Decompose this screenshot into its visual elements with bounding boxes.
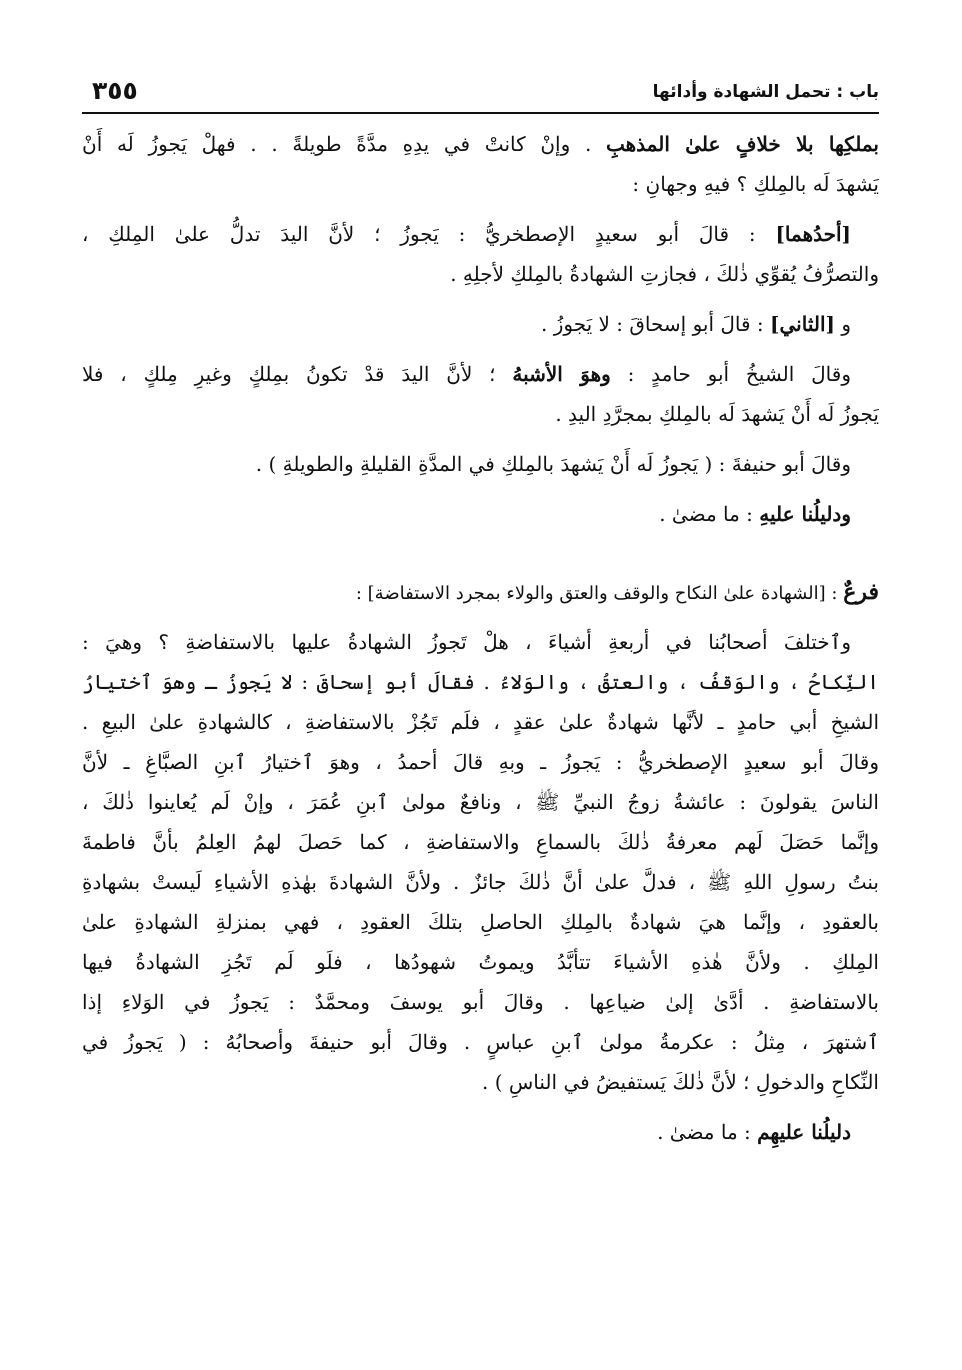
text-line bbox=[82, 124, 879, 164]
page-number: ٣٥٥ bbox=[92, 76, 138, 105]
text-run: ؛ لأنَّ اليدَ قدْ تكونُ بمِلكٍ وغيرِ مِلكٍ ، فلا bbox=[82, 362, 513, 386]
bold-phrase: دليلُنا عليهِم bbox=[757, 1120, 851, 1144]
text-line: المِلكِ . ولأنَّ هٰذهِ الأشياءَ تتأبَّدُ ويموتُ شهودُها ، فلَو لَم تَجُزِ الشهادةُ فيها bbox=[82, 950, 879, 974]
text-line: بالاستفاضةِ . أدَّىٰ إلىٰ ضياعِها . وقالَ أبو يوسفَ ومحمَّدٌ : يَجوزُ في الوَلاءِ إذا bbox=[82, 990, 879, 1014]
text-line: الناسَ يقولونَ : عائشةُ زوجُ النبيِّ ﷺ ، ونافعٌ مولىٰ ٱبنِ عُمَرَ ، وإنْ لَم يُعاينوا ذٰلكَ ، bbox=[82, 790, 879, 814]
text-line: النِّكاحُ ، والوَقفُ ، والعتقُ ، والوَلاءُ . فقالَ أبو إسحاقَ : لا يَجوزُ ـ وهوَ ٱختيارُ bbox=[82, 670, 879, 694]
text-run: : قالَ أبو إسحاقَ : لا يَجوزُ . bbox=[540, 312, 771, 336]
text-line bbox=[82, 354, 879, 394]
chapter-title: باب : تحمل الشهادة وأدائها bbox=[652, 82, 879, 102]
text-line: يَجوزُ لَه أَنْ يَشهدَ لَه بالمِلكِ بمجرَّدِ اليدِ . bbox=[555, 402, 879, 426]
text-line: بنتُ رسولِ اللهِ ﷺ ، فدلَّ علىٰ أنَّ ذٰلكَ جائزٌ . ولأنَّ الشهادةَ بهٰذهِ الأشياءِ لَيستْ بشهادةِ bbox=[82, 870, 879, 894]
text-line bbox=[82, 304, 879, 344]
text-line bbox=[82, 494, 879, 534]
text-line: وقالَ أبو حنيفةَ : ( يَجوزُ لَه أَنْ يَشهدَ بالمِلكِ في المدَّةِ القليلةِ والطويلةِ ) . bbox=[255, 452, 851, 476]
text-line: والتصرُّفُ يُقوِّي ذٰلكَ ، فجازتِ الشهادةُ بالمِلكِ لأجلِهِ . bbox=[450, 262, 879, 286]
text-line bbox=[82, 214, 879, 254]
page-header bbox=[82, 70, 879, 114]
text-line: النِّكاحِ والدخولِ ؛ لأنَّ ذٰلكَ يَستفيضُ في الناسِ ) . bbox=[482, 1070, 879, 1094]
text-line: بالعقودِ ، وإنَّما هيَ شهادةٌ بالمِلكِ الحاصلِ بتلكَ العقودِ ، فهي بمنزلةِ الشهادةِ علىٰ bbox=[82, 910, 879, 934]
text-run: : قالَ أبو سعيدٍ الإصطخريُّ : يَجوزُ ؛ لأنَّ اليدَ تدلُّ علىٰ المِلكِ ، bbox=[82, 222, 776, 246]
bold-phrase: بملكِها بلا خلافٍ علىٰ المذهبِ bbox=[606, 132, 879, 156]
text-line: ٱشتهرَ ، مِثلُ : عكرمةُ مولىٰ ٱبنِ عباسٍ . وقالَ أبو حنيفةَ وأصحابُهُ : ( يَجوزُ في bbox=[82, 1030, 879, 1054]
second-view-label: [الثاني] bbox=[770, 312, 835, 336]
text-line: الشيخِ أبي حامدٍ ـ لأنَّها شهادةٌ علىٰ عقدٍ ، فلَم تَجُزْ بالاستفاضةِ ، كالشهادةِ علىٰ البيعِ . bbox=[82, 710, 879, 734]
text-run: : ما مضىٰ . bbox=[659, 502, 760, 526]
page-body bbox=[82, 124, 879, 1152]
text-line: وإنَّما حَصَلَ لَهم معرفةُ ذٰلكَ بالسماعِ والاستفاضةِ ، كما حَصلَ لهمُ العِلمُ بأنَّ فاطمةَ bbox=[82, 830, 879, 854]
text-run: . وإنْ كانتْ في يدِهِ مدَّةً طويلةً . . فهلْ يَجوزُ لَه أَنْ bbox=[82, 132, 606, 156]
branch-word: فرعٌ bbox=[843, 579, 879, 605]
text-line: وٱختلفَ أصحابُنا في أربعةِ أشياءَ ، هلْ تَجوزُ الشهادةُ عليها بالاستفاضةِ ؟ وهيَ : bbox=[82, 630, 851, 654]
text-run: : ما مضىٰ . bbox=[657, 1120, 758, 1144]
bold-phrase: ودليلُنا عليهِ bbox=[759, 502, 851, 526]
text-line bbox=[82, 1112, 879, 1152]
text-run: و bbox=[834, 312, 851, 336]
branch-heading bbox=[82, 572, 879, 612]
text-run: وقالَ الشيخُ أبو حامدٍ : bbox=[610, 362, 851, 386]
bold-phrase: وهوَ الأشبهُ bbox=[512, 362, 611, 386]
first-view-label: [أحدُهما] bbox=[775, 222, 851, 246]
text-line: وقالَ أبو سعيدٍ الإصطخريُّ : يَجوزُ ـ وبهِ قالَ أحمدُ ، وهوَ ٱختيارُ ٱبنِ الصبَّاغِ ـ لأنَّ bbox=[82, 750, 879, 774]
branch-title: : [الشهادة علىٰ النكاح والوقف والعتق والولاء بمجرد الاستفاضة] : bbox=[355, 583, 844, 604]
text-line: يَشهدَ لَه بالمِلكِ ؟ فيهِ وجهانِ : bbox=[632, 172, 879, 196]
